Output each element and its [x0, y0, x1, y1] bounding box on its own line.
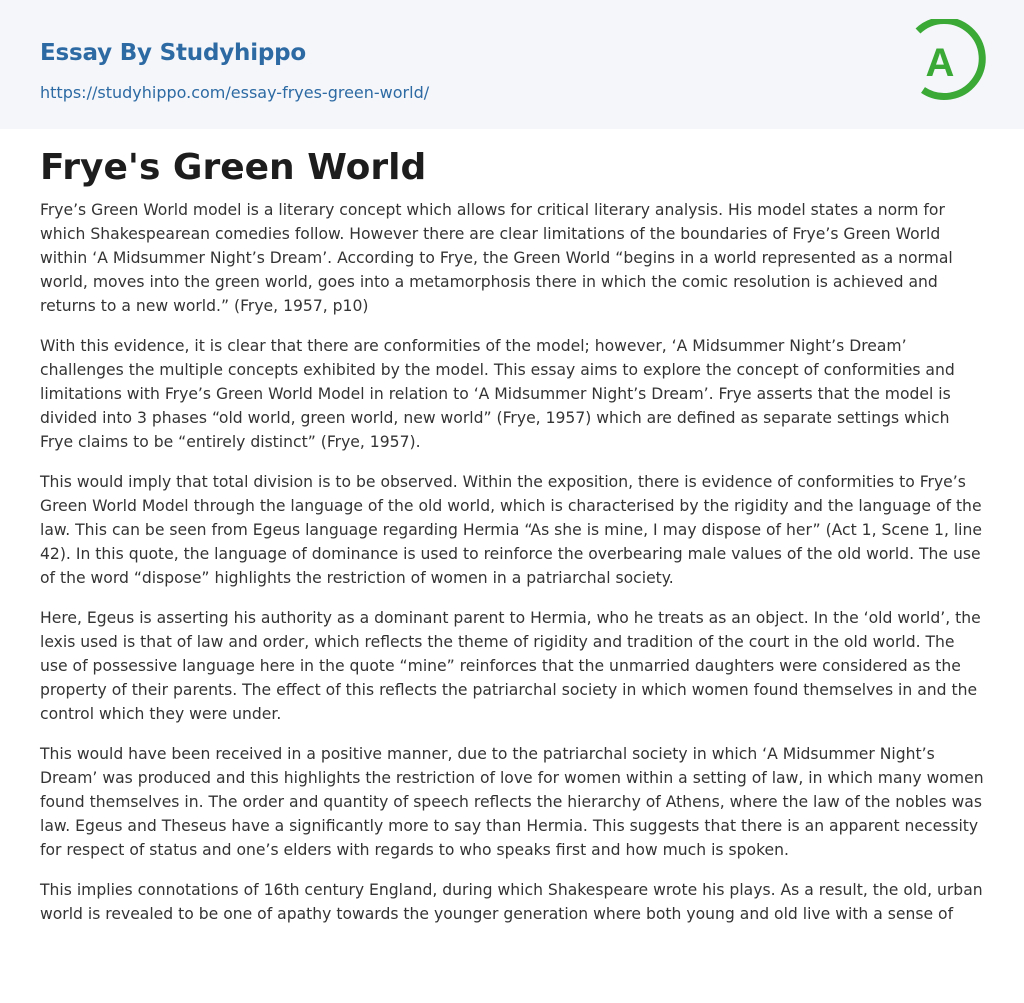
- article-paragraph: Here, Egeus is asserting his authority as a dominant parent to Hermia, who he treats as an object. In the ‘old world’, the lexis used is that of law and order, which reflects the theme of rigidity and tradition of the court in the old world. The use of possessive language here in the quote “mine” reinforces that the unmarried daughters were considered as the property of their parents. The effect of this reflects the patriarchal society in which women found themselves in and the control which they were under.: [40, 609, 981, 723]
- essay-url-link[interactable]: https://studyhippo.com/essay-fryes-green-world/: [40, 83, 430, 102]
- site-header: [0, 0, 1024, 129]
- article-paragraph: With this evidence, it is clear that there are conformities of the model; however, ‘A Midsummer Night’s Dream’ challenges the multiple concepts exhibited by the model. This essay aims to explore the concept of conformities and limitations with Frye’s Green World Model in relation to ‘A Midsummer Night’s Dream’. Frye asserts that the model is divided into 3 phases “old world, green world, new world” (Frye, 1957) which are defined as separate settings which Frye claims to be “entirely distinct” (Frye, 1957).: [40, 337, 955, 451]
- article-paragraph: This would have been received in a positive manner, due to the patriarchal society in which ‘A Midsummer Night’s Dream’ was produced and this highlights the restriction of love for women within a setting of law, in which many women found themselves in. The order and quantity of speech reflects the hierarchy of Athens, where the law of the nobles was law. Egeus and Theseus have a significantly more to say than Hermia. This suggests that there is an apparent necessity for respect of status and one’s elders with regards to who speaks first and how much is spoken.: [40, 745, 984, 859]
- article-paragraph: Frye’s Green World model is a literary concept which allows for critical literary analysis. His model states a norm for which Shakespearean comedies follow. However there are clear limitations of the boundaries of Frye’s Green World within ‘A Midsummer Night’s Dream’. According to Frye, the Green World “begins in a world represented as a normal world, moves into the green world, goes into a metamorphosis there in which the comic resolution is achieved and returns to a new world.” (Frye, 1957, p10): [40, 201, 953, 315]
- article: [40, 143, 986, 926]
- logo-letter: A: [925, 41, 955, 85]
- article-paragraph: This would imply that total division is to be observed. Within the exposition, there is evidence of conformities to Frye’s Green World Model through the language of the old world, which is characterised by the rigidity and the language of the law. This can be seen from Egeus language regarding Hermia “As she is mine, I may dispose of her” (Act 1, Scene 1, line 42). In this quote, the language of dominance is used to reinforce the overbearing male values of the old world. The use of the word “dispose” highlights the restriction of women in a patriarchal society.: [40, 473, 982, 587]
- article-paragraph: This implies connotations of 16th century England, during which Shakespeare wrote his plays. As a result, the old, urban world is revealed to be one of apathy towards the younger generation where both young and old live with a sense of: [40, 881, 983, 923]
- site-brand[interactable]: Essay By Studyhippo: [40, 40, 307, 66]
- page-title: Frye's Green World: [40, 147, 427, 188]
- studyhippo-logo[interactable]: [912, 19, 986, 105]
